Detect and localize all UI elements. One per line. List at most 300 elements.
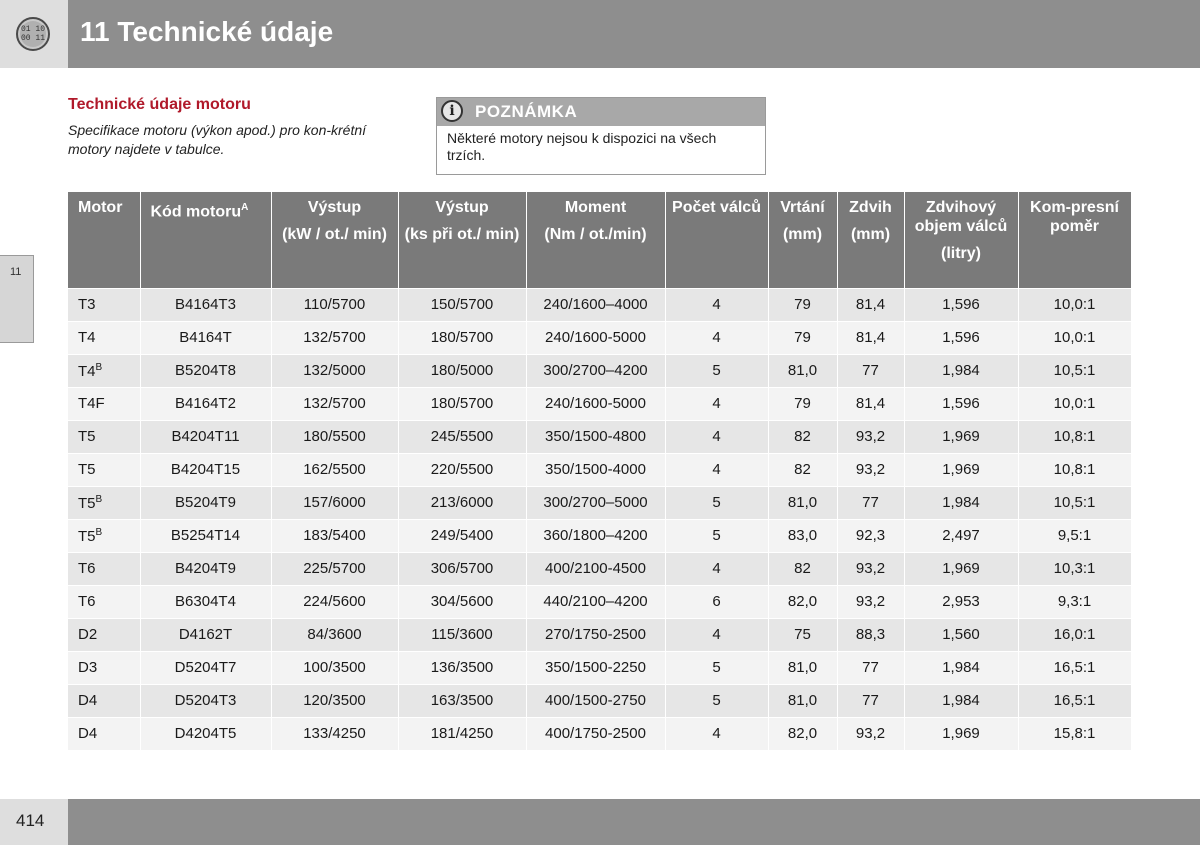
cell-value: 400/1750-2500 — [545, 725, 646, 743]
page-title: 11 Technické údaje — [80, 16, 334, 47]
cell-value: 10,0:1 — [1053, 296, 1096, 313]
table-row — [68, 618, 1131, 651]
table-cell-pomer — [1018, 453, 1131, 486]
cell-value: T4F — [78, 395, 105, 412]
table-cell-kw — [271, 618, 398, 651]
cell-value: 1,969 — [942, 725, 980, 743]
table-cell-kod — [140, 453, 271, 486]
table-cell-moment — [526, 717, 665, 750]
cell-value: B4204T15 — [170, 461, 241, 478]
table-cell-kw — [271, 420, 398, 453]
cell-value: 6 — [712, 593, 721, 610]
cell-value: D4162T — [178, 626, 233, 643]
cell-value: 1,969 — [942, 560, 980, 577]
cell-value: 110/5700 — [303, 296, 366, 313]
table-row — [68, 354, 1131, 387]
cell-value: D5204T3 — [174, 692, 237, 709]
column-header-unit: (litry) — [941, 245, 981, 262]
table-row — [68, 651, 1131, 684]
cell-value: 81,0 — [787, 494, 818, 511]
cell-value: 180/5700 — [430, 395, 494, 412]
table-cell-ks — [398, 684, 526, 717]
chapter-side-tab — [0, 255, 34, 343]
table-cell-valcu — [665, 486, 768, 519]
cell-value: 9,5:1 — [1057, 527, 1092, 544]
cell-value: 240/1600–4000 — [543, 296, 648, 313]
cell-value: 4 — [712, 395, 721, 412]
table-cell-kw — [271, 354, 398, 387]
column-header — [271, 192, 398, 288]
table-cell-motor — [68, 321, 140, 354]
chapter-side-tab-label: 11 — [10, 266, 22, 278]
cell-value: 306/5700 — [430, 560, 494, 577]
table-cell-kod — [140, 486, 271, 519]
cell-value: 100/3500 — [303, 659, 366, 676]
cell-value: T6 — [78, 593, 96, 610]
cell-value: B5204T8 — [175, 362, 236, 379]
cell-value: 93,2 — [855, 725, 886, 743]
footnote-marker: B — [95, 361, 103, 373]
table-row — [68, 552, 1131, 585]
cell-value: 2,953 — [942, 593, 980, 610]
column-header-unit: (kW / ot./ min) — [282, 226, 387, 243]
table-cell-vrtani — [768, 486, 837, 519]
cell-value: B5254T14 — [170, 527, 241, 544]
table-cell-objem — [904, 321, 1018, 354]
column-header-label: Počet válců — [672, 199, 761, 216]
table-cell-vrtani — [768, 420, 837, 453]
cell-value: 10,5:1 — [1053, 494, 1096, 511]
table-cell-kw — [271, 585, 398, 618]
cell-value: 180/5700 — [430, 329, 494, 346]
table-cell-objem — [904, 618, 1018, 651]
cell-value: 1,596 — [942, 395, 980, 412]
cell-value: 79 — [794, 329, 811, 346]
table-cell-moment — [526, 321, 665, 354]
cell-value: B4204T9 — [175, 560, 236, 577]
cell-value: D3 — [78, 659, 98, 676]
cell-value: 115/3600 — [431, 626, 493, 643]
table-cell-valcu — [665, 420, 768, 453]
cell-value: 77 — [862, 659, 879, 676]
table-cell-kod — [140, 519, 271, 552]
table-cell-vrtani — [768, 585, 837, 618]
cell-value: 81,4 — [855, 296, 886, 313]
table-cell-zdvih — [837, 387, 904, 420]
table-cell-kod — [140, 651, 271, 684]
table-cell-vrtani — [768, 321, 837, 354]
column-header-label: Výstup — [307, 199, 362, 216]
table-cell-zdvih — [837, 321, 904, 354]
table-cell-vrtani — [768, 288, 837, 321]
table-cell-moment — [526, 453, 665, 486]
table-cell-motor — [68, 288, 140, 321]
cell-value: 5 — [712, 659, 721, 676]
table-cell-valcu — [665, 585, 768, 618]
cell-value: 304/5600 — [430, 593, 494, 610]
cell-value: T5 — [78, 428, 96, 445]
cell-value: B6304T4 — [175, 593, 236, 610]
column-header — [68, 192, 140, 288]
table-cell-zdvih — [837, 618, 904, 651]
cell-value: T5 — [78, 527, 96, 545]
column-header — [665, 192, 768, 288]
table-header-row — [68, 192, 1131, 288]
cell-value: 4 — [712, 461, 721, 478]
table-cell-kw — [271, 321, 398, 354]
cell-value: 1,596 — [942, 329, 980, 346]
cell-value: 79 — [794, 395, 811, 412]
table-cell-vrtani — [768, 684, 837, 717]
table-cell-kod — [140, 618, 271, 651]
table-cell-objem — [904, 585, 1018, 618]
cell-value: D4204T5 — [174, 725, 237, 743]
page-number: 414 — [16, 811, 45, 830]
info-icon: i — [441, 100, 463, 122]
table-row — [68, 585, 1131, 618]
table-cell-zdvih — [837, 486, 904, 519]
cell-value: 88,3 — [855, 626, 886, 643]
table-cell-valcu — [665, 321, 768, 354]
cell-value: 77 — [862, 692, 879, 709]
table-cell-zdvih — [837, 420, 904, 453]
table-cell-vrtani — [768, 552, 837, 585]
table-cell-moment — [526, 420, 665, 453]
table-cell-moment — [526, 585, 665, 618]
cell-value: 81,4 — [855, 395, 886, 412]
table-cell-ks — [398, 288, 526, 321]
cell-value: 162/5500 — [303, 461, 366, 478]
cell-value: 2,497 — [942, 527, 980, 544]
table-cell-pomer — [1018, 354, 1131, 387]
cell-value: B5204T9 — [175, 494, 236, 511]
table-cell-kw — [271, 684, 398, 717]
cell-value: 9,3:1 — [1057, 593, 1092, 610]
column-header-unit: (ks při ot./ min) — [404, 226, 520, 243]
table-row — [68, 717, 1131, 750]
table-cell-vrtani — [768, 618, 837, 651]
table-cell-motor — [68, 618, 140, 651]
table-cell-kod — [140, 420, 271, 453]
cell-value: 224/5600 — [303, 593, 366, 610]
table-cell-motor — [68, 354, 140, 387]
cell-value: 79 — [794, 296, 811, 313]
table-cell-kod — [140, 552, 271, 585]
table-cell-pomer — [1018, 288, 1131, 321]
cell-value: 1,984 — [942, 692, 980, 709]
table-cell-objem — [904, 354, 1018, 387]
cell-value: 132/5700 — [303, 329, 366, 346]
cell-value: 16,5:1 — [1053, 659, 1096, 676]
chapter-icon — [16, 17, 50, 51]
table-cell-objem — [904, 420, 1018, 453]
table-cell-pomer — [1018, 717, 1131, 750]
table-cell-zdvih — [837, 288, 904, 321]
chapter-icon-text: 01 10 00 11 — [20, 21, 46, 47]
cell-value: 350/1500-2250 — [545, 659, 646, 676]
cell-value: 10,0:1 — [1053, 329, 1096, 346]
table-row — [68, 387, 1131, 420]
column-header — [1018, 192, 1131, 288]
cell-value: 16,0:1 — [1053, 626, 1096, 643]
table-cell-motor — [68, 684, 140, 717]
table-cell-kod — [140, 585, 271, 618]
table-cell-motor — [68, 651, 140, 684]
table-cell-ks — [398, 651, 526, 684]
table-cell-kw — [271, 519, 398, 552]
cell-value: 180/5500 — [303, 428, 366, 445]
cell-value: 83,0 — [787, 527, 818, 544]
cell-value: 1,969 — [942, 461, 980, 478]
table-cell-pomer — [1018, 387, 1131, 420]
cell-value: D4 — [78, 725, 98, 743]
column-header — [837, 192, 904, 288]
cell-value: 213/6000 — [430, 494, 494, 511]
table-cell-kw — [271, 453, 398, 486]
table-cell-motor — [68, 420, 140, 453]
table-cell-moment — [526, 387, 665, 420]
table-cell-motor — [68, 387, 140, 420]
column-header-label: Zdvih — [849, 199, 892, 216]
cell-value: 440/2100–4200 — [543, 593, 648, 610]
cell-value: 132/5000 — [303, 362, 366, 379]
cell-value: 400/2100-4500 — [545, 560, 646, 577]
cell-value: 93,2 — [855, 560, 886, 577]
table-cell-kw — [271, 387, 398, 420]
cell-value: 1,560 — [942, 626, 980, 643]
table-cell-ks — [398, 420, 526, 453]
table-cell-ks — [398, 585, 526, 618]
table-cell-vrtani — [768, 354, 837, 387]
table-cell-pomer — [1018, 618, 1131, 651]
table-cell-ks — [398, 552, 526, 585]
column-header-label: Moment — [564, 199, 627, 216]
cell-value: 1,596 — [942, 296, 980, 313]
cell-value: 84/3600 — [307, 626, 362, 643]
cell-value: 240/1600-5000 — [545, 395, 646, 412]
table-cell-objem — [904, 552, 1018, 585]
table-cell-kod — [140, 684, 271, 717]
footnote-marker: A — [241, 202, 249, 213]
table-cell-valcu — [665, 651, 768, 684]
table-cell-kw — [271, 651, 398, 684]
table-cell-valcu — [665, 519, 768, 552]
cell-value: 10,8:1 — [1053, 428, 1096, 445]
table-cell-kod — [140, 354, 271, 387]
cell-value: 132/5700 — [303, 395, 366, 412]
column-header — [768, 192, 837, 288]
table-cell-pomer — [1018, 486, 1131, 519]
column-header — [398, 192, 526, 288]
table-cell-zdvih — [837, 717, 904, 750]
table-cell-zdvih — [837, 354, 904, 387]
table-row — [68, 288, 1131, 321]
table-cell-kw — [271, 717, 398, 750]
cell-value: 1,984 — [942, 659, 980, 676]
table-cell-pomer — [1018, 651, 1131, 684]
cell-value: T3 — [78, 296, 96, 313]
table-cell-pomer — [1018, 552, 1131, 585]
column-header-label: Výstup — [435, 199, 489, 216]
column-header-label: Zdvihový objem válců — [914, 199, 1008, 235]
cell-value: 5 — [712, 692, 721, 709]
cell-value: 4 — [712, 296, 721, 313]
table-cell-valcu — [665, 618, 768, 651]
table-cell-motor — [68, 585, 140, 618]
table-cell-objem — [904, 453, 1018, 486]
cell-value: 77 — [862, 362, 879, 379]
table-cell-moment — [526, 684, 665, 717]
section-title: Technické údaje motoru — [68, 96, 251, 113]
cell-value: 225/5700 — [303, 560, 366, 577]
cell-value: B4164T2 — [175, 395, 236, 412]
cell-value: 10,8:1 — [1053, 461, 1096, 478]
engine-spec-table — [68, 192, 1132, 750]
cell-value: 82 — [794, 560, 811, 577]
table-cell-objem — [904, 288, 1018, 321]
cell-value: 120/3500 — [303, 692, 366, 709]
cell-value: 92,3 — [855, 527, 886, 544]
note-header — [437, 98, 765, 126]
cell-value: 10,0:1 — [1053, 395, 1096, 412]
table-cell-ks — [398, 387, 526, 420]
table-cell-objem — [904, 717, 1018, 750]
table-cell-valcu — [665, 288, 768, 321]
table-cell-moment — [526, 618, 665, 651]
table-cell-vrtani — [768, 717, 837, 750]
table-cell-vrtani — [768, 651, 837, 684]
table-row — [68, 684, 1131, 717]
footer-bar — [0, 799, 1200, 845]
table-cell-objem — [904, 519, 1018, 552]
table-cell-pomer — [1018, 519, 1131, 552]
cell-value: 245/5500 — [430, 428, 494, 445]
table-cell-ks — [398, 717, 526, 750]
cell-value: 93,2 — [855, 428, 886, 445]
cell-value: 181/4250 — [430, 725, 494, 743]
cell-value: 82 — [794, 428, 811, 445]
table-cell-kod — [140, 321, 271, 354]
cell-value: 93,2 — [855, 593, 886, 610]
cell-value: 150/5700 — [430, 296, 494, 313]
cell-value: 75 — [794, 626, 811, 643]
table-cell-motor — [68, 717, 140, 750]
table-cell-vrtani — [768, 519, 837, 552]
table-row — [68, 519, 1131, 552]
table-cell-pomer — [1018, 321, 1131, 354]
cell-value: D4 — [78, 692, 98, 709]
column-header-label: Kód motoru — [150, 203, 242, 221]
table-cell-objem — [904, 651, 1018, 684]
table-cell-pomer — [1018, 420, 1131, 453]
cell-value: 360/1800–4200 — [543, 527, 648, 544]
note-title: POZNÁMKA — [475, 102, 578, 121]
table-cell-objem — [904, 684, 1018, 717]
table-cell-motor — [68, 552, 140, 585]
cell-value: 81,4 — [855, 329, 886, 346]
cell-value: T5 — [78, 494, 96, 512]
table-cell-zdvih — [837, 552, 904, 585]
footnote-marker: B — [95, 493, 103, 505]
note-box — [436, 97, 766, 175]
table-cell-valcu — [665, 453, 768, 486]
table-cell-vrtani — [768, 387, 837, 420]
table-row — [68, 321, 1131, 354]
cell-value: 81,0 — [787, 692, 818, 709]
cell-value: 300/2700–4200 — [543, 362, 648, 379]
table-cell-moment — [526, 354, 665, 387]
table-cell-valcu — [665, 684, 768, 717]
cell-value: 300/2700–5000 — [543, 494, 648, 511]
table-cell-motor — [68, 453, 140, 486]
cell-value: 4 — [712, 626, 721, 643]
cell-value: 157/6000 — [303, 494, 366, 511]
table-cell-motor — [68, 486, 140, 519]
note-text: Některé motory nejsou k dispozici na všech trzích. — [447, 130, 717, 163]
cell-value: 5 — [712, 527, 721, 544]
cell-value: 270/1750-2500 — [545, 626, 646, 643]
column-header-label: Motor — [78, 199, 123, 216]
table-cell-moment — [526, 552, 665, 585]
cell-value: T4 — [78, 329, 96, 346]
cell-value: B4204T11 — [171, 428, 240, 445]
table-cell-ks — [398, 618, 526, 651]
table-cell-kw — [271, 552, 398, 585]
table-cell-zdvih — [837, 585, 904, 618]
table-cell-kod — [140, 288, 271, 321]
column-header-unit: (mm) — [782, 226, 823, 243]
cell-value: 249/5400 — [430, 527, 494, 544]
cell-value: T4 — [78, 362, 96, 380]
cell-value: D2 — [78, 626, 98, 643]
cell-value: 81,0 — [787, 362, 818, 379]
table-cell-zdvih — [837, 453, 904, 486]
table-cell-valcu — [665, 717, 768, 750]
cell-value: B4164T3 — [175, 296, 236, 313]
cell-value: 350/1500-4000 — [545, 461, 646, 478]
table-cell-moment — [526, 651, 665, 684]
table-row — [68, 486, 1131, 519]
table-body — [68, 288, 1131, 750]
cell-value: 220/5500 — [430, 461, 494, 478]
cell-value: 400/1500-2750 — [545, 692, 646, 709]
cell-value: 1,984 — [942, 362, 980, 379]
cell-value: 77 — [862, 494, 879, 511]
table-cell-moment — [526, 519, 665, 552]
cell-value: D5204T7 — [174, 659, 237, 676]
cell-value: 4 — [712, 329, 721, 346]
cell-value: 81,0 — [787, 659, 818, 676]
table-cell-pomer — [1018, 585, 1131, 618]
cell-value: 15,8:1 — [1053, 725, 1096, 743]
table-cell-ks — [398, 486, 526, 519]
cell-value: 350/1500-4800 — [545, 428, 646, 445]
cell-value: 93,2 — [855, 461, 886, 478]
cell-value: 82,0 — [787, 593, 818, 610]
column-header-unit: (Nm / ot./min) — [544, 226, 647, 243]
cell-value: T5 — [78, 461, 96, 478]
table-cell-ks — [398, 519, 526, 552]
cell-value: 180/5000 — [430, 362, 494, 379]
table-cell-valcu — [665, 354, 768, 387]
table-cell-motor — [68, 519, 140, 552]
table-cell-zdvih — [837, 519, 904, 552]
table-cell-zdvih — [837, 684, 904, 717]
table-cell-vrtani — [768, 453, 837, 486]
table-cell-valcu — [665, 387, 768, 420]
cell-value: 16,5:1 — [1053, 692, 1096, 709]
table-cell-ks — [398, 354, 526, 387]
